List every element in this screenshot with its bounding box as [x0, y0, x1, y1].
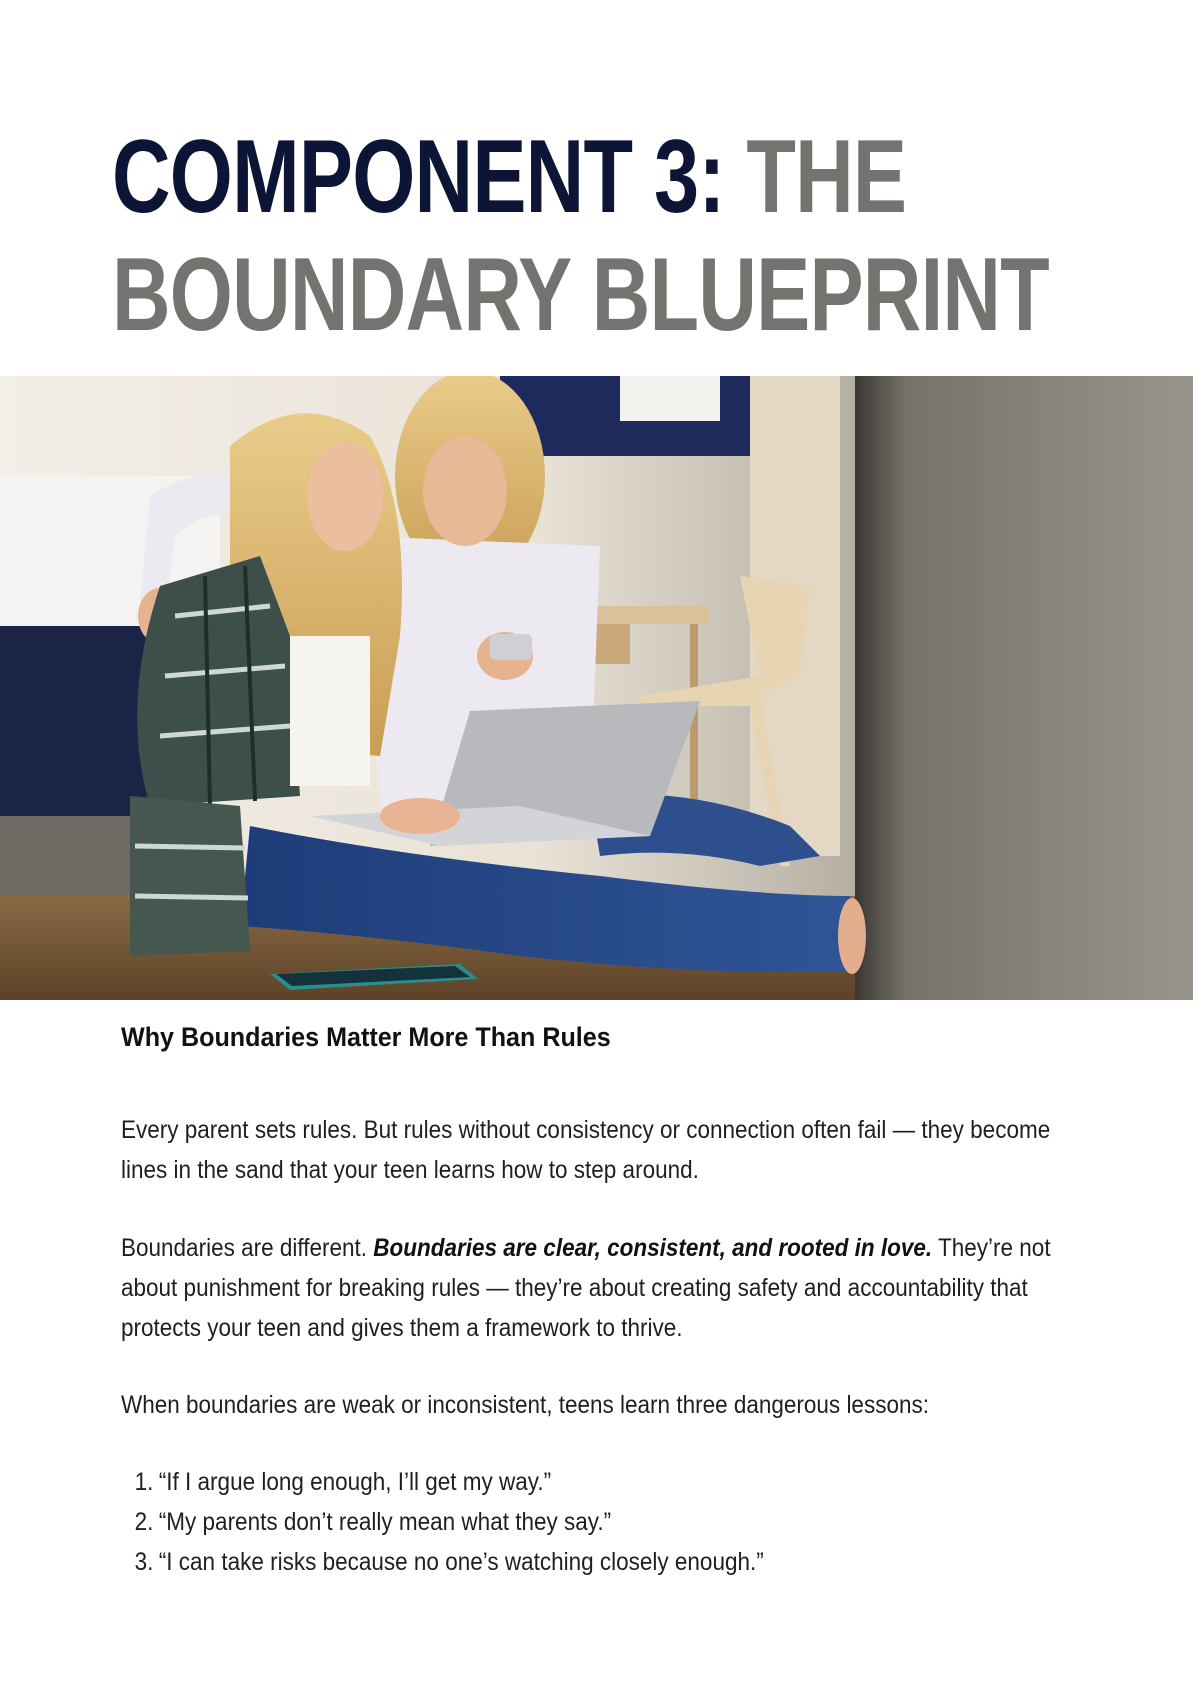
title-part-1: COMPONENT 3: — [112, 119, 725, 235]
list-item-number: 2. — [134, 1508, 154, 1536]
paragraph-2-start: Boundaries are different. — [121, 1234, 374, 1262]
list-item-text: “If I argue long enough, I’ll get my way.” — [158, 1468, 552, 1496]
paragraph-3: When boundaries are weak or inconsistent, teens learn three dangerous lessons: — [121, 1391, 929, 1419]
paragraph-1: Every parent sets rules. But rules without consistency or connection often fail — they become lines in the sand that your teen learns how to step around. — [121, 1116, 1051, 1184]
list-item — [121, 1542, 764, 1582]
lessons-list — [121, 1462, 764, 1582]
list-item-text: “I can take risks because no one’s watching closely enough.” — [158, 1548, 764, 1576]
paragraph-2-end: They’re not about punishment for breaking rules — they’re about creating safety and accountability that protects your teen and gives them a framework to thrive. — [121, 1234, 1051, 1342]
page-title — [112, 118, 1049, 354]
paragraph-2-emphasis: Boundaries are clear, consistent, and rooted in love. — [373, 1234, 933, 1262]
hero-photo — [0, 376, 1193, 1000]
paragraph-2 — [121, 1228, 1057, 1348]
title-part-2: THE — [746, 119, 907, 235]
list-item — [121, 1502, 764, 1542]
list-item — [121, 1462, 764, 1502]
list-item-number: 3. — [134, 1548, 154, 1576]
list-item-number: 1. — [134, 1468, 154, 1496]
list-item-text: “My parents don’t really mean what they say.” — [158, 1508, 612, 1536]
title-line-2: BOUNDARY BLUEPRINT — [112, 237, 1049, 353]
section-heading: Why Boundaries Matter More Than Rules — [121, 1022, 611, 1052]
